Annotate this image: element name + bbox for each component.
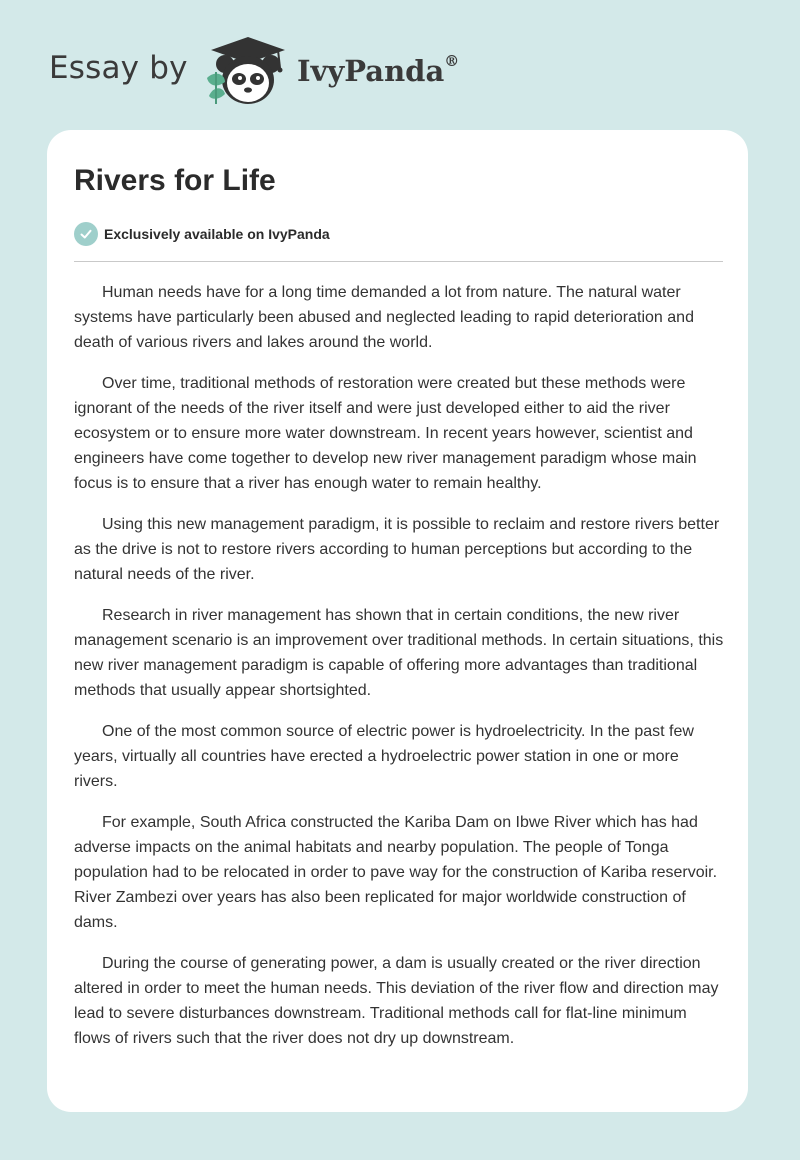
checkmark-icon [74, 222, 98, 246]
registered-mark: ® [444, 52, 460, 70]
paragraph: One of the most common source of electric power is hydroelectricity. In the past few years, virtually all countries have erected a hydroelectric power station in one or more rivers. [74, 723, 694, 790]
paragraph: Research in river management has shown that in certain conditions, the new river management scenario is an improvement over traditional methods. In certain situations, this new river management paradigm is capable of offering more advantages than traditional methods that usually appear shortsighted. [74, 607, 724, 699]
exclusive-badge [74, 222, 330, 246]
paragraph: Over time, traditional methods of restoration were created but these methods were ignorant of the needs of the river itself and were just developed either to aid the river ecosystem or to ensure more water downstream. In recent years however, scientist and engineers have come together to develop new river management paradigm whose main focus is to ensure that a river has enough water to remain healthy. [74, 375, 697, 492]
panda-logo-icon[interactable] [203, 34, 293, 108]
essay-card [47, 130, 748, 1112]
paragraph: Using this new management paradigm, it is possible to reclaim and restore rivers better as the drive is not to restore rivers according to human perceptions but according to the natural needs of the river. [74, 516, 720, 583]
paragraph: For example, South Africa constructed the Kariba Dam on Ibwe River which has had adverse impacts on the animal habitats and nearby population. The people of Tonga population had to be relocated in order to pave way for the construction of Kariba reservoir. River Zambezi over years has also been replicated for major worldwide construction of dams. [74, 814, 718, 931]
exclusive-text: Exclusively available on IvyPanda [104, 226, 330, 242]
title-divider [74, 261, 723, 262]
essay-by-label: Essay by [49, 50, 188, 86]
brand-name[interactable] [297, 54, 459, 88]
essay-body [74, 280, 724, 1067]
essay-title: Rivers for Life [74, 164, 276, 197]
brand-text: IvyPanda [297, 54, 445, 88]
site-header [49, 36, 460, 108]
paragraph: Human needs have for a long time demanded a lot from nature. The natural water systems have particularly been abused and neglected leading to rapid deterioration and death of various rivers and lakes around the world. [74, 284, 694, 351]
paragraph: During the course of generating power, a dam is usually created or the river direction altered in order to meet the human needs. This deviation of the river flow and direction may lead to severe disturbances downstream. Traditional methods call for flat-line minimum flows of rivers such that the river does not dry up downstream. [74, 955, 719, 1047]
